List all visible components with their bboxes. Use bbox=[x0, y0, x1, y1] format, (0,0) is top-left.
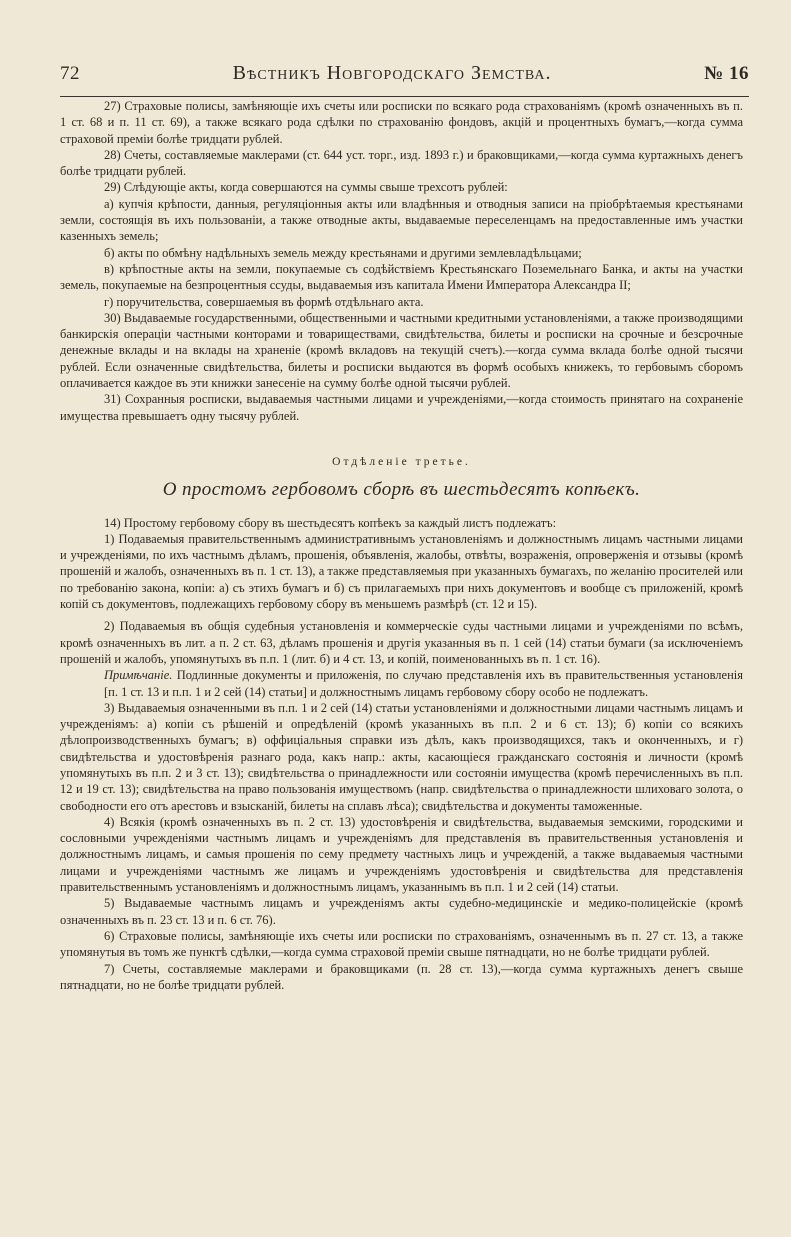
paragraph: 3) Выдаваемыя означенными въ п.п. 1 и 2 сей (14) статьи установленіями и должностными лицами частнымъ лицамъ и учрежденіямъ: а) копіи съ рѣшеній и опредѣленій (кромѣ указанныхъ въ п.п. 2 и 6 ст. 13); б) копіи со всякихъ дѣлопроизводственныхъ бумагъ; в) оффиціальныя справки изъ дѣлъ, какъ производящихся, такъ и оконченныхъ, и г) свидѣтельства и удостовѣренія разнаго рода, какъ напр.: акты, касающіеся гражданскаго состоянія и личности (кромѣ упомянутыхъ въ п.п. 2 и 3 ст. 13); свидѣтельства о принадлежности или состояніи имущества (кромѣ перечисленныхъ въ п.п. 12 и 19 ст. 13); свидѣтельства на право пользованія имуществомъ (напр. свидѣтельства о принадлежности шлиховаго золота, о свободности его отъ арестовъ и взысканій, билеты на сплавъ лѣса); свидѣтельства и документы таможенные. bbox=[60, 700, 743, 813]
paragraph: 31) Сохранныя росписки, выдаваемыя частными лицами и учрежденіями,—когда стоимость принятаго на сохраненіе имущества превышаетъ одну тысячу рублей. bbox=[60, 392, 743, 423]
note-label: Примѣчаніе. bbox=[104, 668, 173, 683]
paragraph: 30) Выдаваемые государственными, общественными и частными кредитными установленіями, а также производящими банкирскія операціи частными конторами и товариществами, свидѣтельства, билеты и росписки на срочные и безсрочные денежные вклады и на вклады на храненіе (кромѣ вкладовъ на текущій счетъ).—когда сумма вклада болѣе одной тысячи рублей. Если означенные свидѣтельства, билеты и росписки выдаются въ формѣ особыхъ книжекъ, то гербовымъ сборомъ оплачивается каждое въ эти книжки занесеніе на сумму болѣе одной тысячи рублей. bbox=[60, 310, 743, 391]
paragraph: 29) Слѣдующіе акты, когда совершаются на суммы свыше трехсотъ рублей: bbox=[104, 180, 508, 195]
running-header bbox=[60, 62, 749, 92]
issue-number: № 16 bbox=[704, 63, 749, 84]
paragraph: 2) Подаваемыя въ общія судебныя установленія и коммерческіе суды частными лицами и учрежденіями по всѣмъ, кромѣ означенныхъ въ лит. а п. 2 ст. 63, дѣламъ прошенія и другія указанныя въ п. 1 сей (14) статьи бумаги (за исключеніемъ прошеній и жалобъ, упомянутыхъ въ п.п. 1 (лит. б) и 4 ст. 13, и копій, поименованныхъ въ п. 1 ст. 16). bbox=[60, 619, 743, 666]
sub-paragraph: а) купчія крѣпости, данныя, регуляціонныя акты или владѣнныя и отводныя записи на пріобрѣтаемыя крестьянами земли, состоящія въ ихъ пользованіи, а также отводные акты, выдаваемые переселенцамъ на предоставленные имъ участки казенныхъ земель; bbox=[60, 196, 743, 244]
sub-paragraph: в) крѣпостные акты на земли, покупаемые съ содѣйствіемъ Крестьянскаго Поземельнаго Банка, и акты на участки земель, покупаемые на безпроцентныя ссуды, выдаваемыя изъ капитала Имени Императора Александра II; bbox=[60, 261, 743, 293]
page-number: 72 bbox=[60, 63, 80, 84]
paragraph: 1) Подаваемыя правительственнымъ административнымъ установленіямъ и должностнымъ лицамъ частными лицами и учрежденіями, по ихъ частнымъ дѣламъ, прошенія, объявленія, жалобы, отвѣты, возраженія, опроверженія и отзывы (кромѣ прошеній и жалобъ, означенныхъ въ п. 1 ст. 13), а также представляемыя при указанныхъ бумагахъ, по желанію просителей или по требованію закона, копіи: а) съ этихъ бумагъ и б) съ прилагаемыхъ при нихъ документовъ и вообще съ приложеній, кромѣ копій съ документовъ, подлежащихъ гербовому сбору въ меньшемъ размѣрѣ (ст. 12 и 15). bbox=[60, 531, 743, 612]
sub-paragraph: б) акты по обмѣну надѣльныхъ земель между крестьянами и другими землевладѣльцами; bbox=[104, 245, 582, 260]
paragraph: 14) Простому гербовому сбору въ шестьдесятъ копѣекъ за каждый листъ подлежатъ: bbox=[104, 515, 557, 530]
paragraph: 7) Счеты, составляемые маклерами и браковщиками (п. 28 ст. 13),—когда сумма куртажныхъ денегъ свыше пятнадцати, но не болѣе тридцати рублей. bbox=[60, 961, 743, 992]
page-body bbox=[60, 98, 743, 993]
header-rule bbox=[60, 96, 749, 97]
note-text: Подлинные документы и приложенія, по случаю представленія ихъ въ правительственныя установленія [п. 1 ст. 13 и п.п. 1 и 2 сей (14) статьи] и должностнымъ лицамъ гербовому сбору особо не подлежатъ. bbox=[104, 668, 744, 699]
paragraph: 4) Всякія (кромѣ означенныхъ въ п. 2 ст. 13) удостовѣренія и свидѣтельства, выдаваемыя земскими, городскими и сословными учрежденіями частнымъ лицамъ и учрежденіямъ для представленія въ правительственныя установленія и должностнымъ лицамъ, и самыя прошенія по сему предмету частныхъ лицъ и учрежденій, а также выдаваемыя частными лицами и учрежденіями частнымъ же лицамъ и учрежденіямъ удостовѣренія и свидѣтельства для представленія правительственнымъ установленіямъ и должностнымъ лицамъ, указаннымъ въ п.п. 1 и 2 сей (14) статьи. bbox=[60, 814, 743, 895]
journal-title: Вѣстникъ Новгородскаго Земства. bbox=[232, 62, 552, 84]
section-label: Отдѣленіе третье. bbox=[332, 455, 471, 468]
note-paragraph bbox=[60, 667, 743, 700]
paragraph: 27) Страховые полисы, замѣняющіе ихъ счеты или росписки по всякаго рода страхованіямъ (кромѣ означенныхъ въ п. 1 ст. 68 и п. 11 ст. 69), а также всякаго рода сдѣлки по страхованію фондовъ, акцій и процентныхъ бумагъ,—когда сумма страховой преміи болѣе тридцати рублей. bbox=[60, 99, 743, 146]
sub-paragraph: г) поручительства, совершаемыя въ формѣ отдѣльнаго акта. bbox=[104, 294, 424, 309]
paragraph: 6) Страховые полисы, замѣняющіе ихъ счеты или росписки по страхованіямъ, означеннымъ въ п. 27 ст. 13, а также упомянутыя въ томъ же пунктѣ сдѣлки,—когда сумма страховой преміи свыше пятнадцати, но не болѣе тридцати рублей. bbox=[60, 928, 743, 960]
section-title: О простомъ гербовомъ сборѣ въ шестьдесятъ копѣекъ. bbox=[162, 479, 641, 501]
paragraph: 5) Выдаваемые частнымъ лицамъ и учрежденіямъ акты судебно-медицинскіе и медико-полицейскіе (кромѣ означенныхъ въ п. 23 ст. 13 и п. 6 ст. 76). bbox=[60, 896, 743, 927]
paragraph: 28) Счеты, составляемые маклерами (ст. 644 уст. торг., изд. 1893 г.) и браковщиками,—когда сумма куртажныхъ денегъ болѣе тридцати рублей. bbox=[60, 147, 743, 179]
